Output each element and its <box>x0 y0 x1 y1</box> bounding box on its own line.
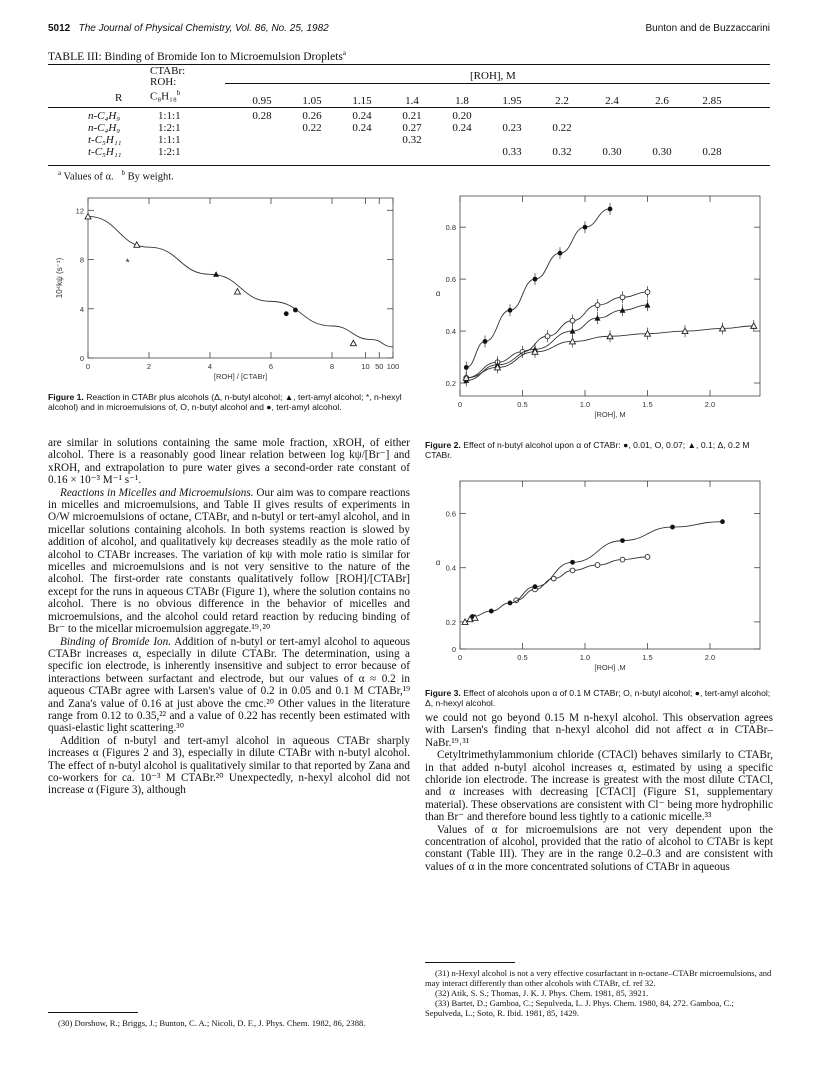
table-caption-note: a <box>342 49 346 57</box>
left-paragraph-3 <box>48 636 410 735</box>
y-axis-label: 10⁴kψ (s⁻¹) <box>55 257 64 299</box>
right-paragraph-3: Values of α for microemulsions are not very dependent upon the concentration of alcohol, provided that the ratio of alcohol to CTABr is kept constant (Table III). They are in the range 0.2–0.3 and are consistent with values of α in the more concentrated solutions of CTABr in aqueous <box>425 823 773 873</box>
table-cell: 0.30 <box>602 146 622 158</box>
data-point <box>620 557 625 562</box>
data-point <box>508 308 513 313</box>
x-tick-label: 10 <box>361 362 370 371</box>
data-point <box>570 568 575 573</box>
roh-header: [ROH], M <box>470 70 516 82</box>
table-row-ratio: 1:1:1 <box>158 134 181 146</box>
table-cell: 0.23 <box>502 122 522 134</box>
concentration-header-cell: 1.15 <box>352 95 372 107</box>
section-heading-reactions: Reactions in Micelles and Microemulsions. <box>60 486 254 499</box>
x-tick-label: 0.5 <box>517 653 528 662</box>
table-cell: 0.20 <box>452 110 472 122</box>
left-footnote-rule <box>48 1012 138 1013</box>
figure-3-caption-text: Effect of alcohols upon α of 0.1 M CTABr; O, n-butyl alcohol; ●, tert-amyl alcohol; Δ, n-hexyl alcohol. <box>425 688 771 709</box>
table-cell: 0.24 <box>352 110 372 122</box>
series-line <box>466 305 647 380</box>
y-tick-label: 0.2 <box>445 379 456 389</box>
right-column-text <box>425 712 773 873</box>
x-tick-label: 0 <box>85 362 91 371</box>
x-tick-label: 1.5 <box>642 653 653 662</box>
left-footnotes <box>48 1018 410 1028</box>
figure-3-plot <box>420 475 775 680</box>
y-tick-label: 0.4 <box>445 563 456 573</box>
left-paragraph-1: are similar in solutions containing the same mole fraction, xROH, of either alcohol. There is a reasonably good linear relation between log kψ/[Br⁻] and xROH, and extrapolation to pure water gives a second-order rate constant of 0.16 × 10⁻³ M⁻¹ s⁻¹. <box>48 437 410 487</box>
x-tick-label: 1.5 <box>642 400 653 409</box>
table-row-ratio: 1:2:1 <box>158 122 181 134</box>
x-tick-label: 0 <box>457 400 463 409</box>
table-row-r: n-C₄H₉ <box>88 122 121 134</box>
table-cell: 0.24 <box>352 122 372 134</box>
left-paragraph-2-text: Our aim was to compare reactions in micelles and microemulsions, and Table II gives results of experiments in O/W microemulsions of octane, CTABr, and n-butyl or tert-amyl alcohol, and in micellar solutions containing alcohols. In both systems reaction is slowed by addition of alcohol, and qualitatively kψ decreases steadily as the mole ratio of alcohol to CTABr increases. The variation of kψ with mole ratio is similar for micelles and microemulsions and is not very sensitive to the nature of the alcohol. The first-order rate constants qualitatively follow [ROH]/[CTABr] except for the runs in aqueous CTABr (Figure 1), where the solution contains no alcohol. There is no obvious difference in the behavior of micelles and microemulsions, and the alcohol could retard reaction by reducing binding of Br⁻ to the micellar microemulsion aggregate.¹⁹˒²⁰ <box>48 486 411 636</box>
table-caption <box>48 49 346 63</box>
data-point <box>570 318 575 323</box>
x-tick-label: 4 <box>207 362 213 371</box>
x-tick-label: 2.0 <box>704 400 716 409</box>
y-tick-label: 0.2 <box>445 617 456 627</box>
y-tick-label: 0 <box>79 354 84 363</box>
data-point <box>350 340 356 346</box>
r-header: R <box>115 92 123 104</box>
concentration-header-cell: 2.2 <box>555 95 569 107</box>
data-point: * <box>125 257 130 269</box>
concentration-header-cell: 1.05 <box>302 95 322 107</box>
x-tick-label: 6 <box>268 362 274 371</box>
running-header <box>48 23 329 34</box>
data-point <box>645 290 650 295</box>
data-point <box>620 538 625 543</box>
figure-2-label: Figure 2. <box>425 440 461 450</box>
footnote-a: Values of α. <box>63 171 114 183</box>
table-cell: 0.22 <box>552 122 572 134</box>
concentration-header-cell: 0.95 <box>252 95 272 107</box>
table-cell: 0.32 <box>552 146 572 158</box>
x-tick-label: 8 <box>329 362 335 371</box>
page-number: 5012 <box>48 23 71 34</box>
x-tick-label: 100 <box>386 362 400 371</box>
x-axis-label: [ROH], M <box>594 410 626 419</box>
series-line <box>516 557 647 600</box>
concentration-header-row <box>48 95 770 107</box>
x-tick-label: 1.0 <box>579 400 591 409</box>
x-tick-label: 0 <box>457 653 463 662</box>
x-tick-label: 50 <box>375 362 384 371</box>
data-point <box>234 289 240 295</box>
data-point <box>533 277 538 282</box>
footnote-b: By weight. <box>127 171 174 183</box>
y-tick-label: 4 <box>79 304 84 314</box>
figure-2-caption <box>425 440 773 460</box>
x-tick-label: 2 <box>146 362 152 371</box>
left-paragraph-2 <box>48 487 410 636</box>
data-point <box>595 303 600 308</box>
journal-citation: The Journal of Physical Chemistry, Vol. 86, No. 25, 1982 <box>78 23 329 34</box>
data-point <box>670 525 675 530</box>
y-tick-label: 8 <box>79 255 84 265</box>
footnote-32: (32) Atik, S. S.; Thomas, J. K. J. Phys. Chem. 1981, 85, 3921. <box>435 988 649 998</box>
header-authors: Bunton and de Buzzaccarini <box>645 23 770 34</box>
table-cell: 0.28 <box>252 110 272 122</box>
data-point <box>483 339 488 344</box>
table-cell: 0.27 <box>402 122 422 134</box>
concentration-header-cell: 2.4 <box>605 95 619 107</box>
data-point <box>645 554 650 559</box>
table-cell: 0.28 <box>702 146 722 158</box>
y-tick-label: 12 <box>75 206 84 216</box>
concentration-header-cell: 1.4 <box>405 95 419 107</box>
left-column-text <box>48 437 410 797</box>
data-point <box>720 519 725 524</box>
concentration-header-cell: 2.85 <box>702 95 722 107</box>
figure-3-label: Figure 3. <box>425 688 461 698</box>
left-paragraph-3-text: Addition of n-butyl or tert-amyl alcohol to aqueous CTABr increases α, especially in dilute CTABr. The determination, using a specific ion electrode, is inherently insensitive and subject to error because of interactions between surfactant and electrode, but our values of α ≈ 0.2 in aqueous CTABr agree with Larsen's value of 0.2 in 0.05 and 0.1 M CTABr,¹⁹ and Zana's value of 0.16 at just above the cmc.²⁰ Other values in the literature range from 0.12 to 0.35,²² and a value of 0.22 has recently been estimated with quasi-elastic light scattering.³⁰ <box>48 635 410 735</box>
data-point <box>508 601 513 606</box>
plot-frame <box>88 198 393 358</box>
table-row-r: t-C₅H₁₁ <box>88 146 122 158</box>
data-point <box>595 563 600 568</box>
table-footnotes: $^a$ Values of α. $^b$ By weight. <box>58 169 174 183</box>
right-paragraph-2: Cetyltrimethylammonium chloride (CTACl) behaves similarly to CTABr, in that added n-butyl alcohol increases α, estimated by using a specific chloride ion electrode. The increase is greatest with the most dilute CTACl, and α increases with decreasing [CTACl] (Figure S1, supplementary material). These observations are consistent with Cl⁻ being more hydrophilic than Br⁻ and therefore bound less tightly to a cationic micelle.³³ <box>425 749 773 824</box>
figure-3-caption <box>425 688 773 708</box>
data-point <box>620 295 625 300</box>
figure-2-plot <box>420 190 775 435</box>
y-tick-label: 0.4 <box>445 327 456 337</box>
table-cell: 0.26 <box>302 110 322 122</box>
ratio-header-line1: CTABr: <box>150 65 186 77</box>
figure-1-label: Figure 1. <box>48 392 84 402</box>
table-row-r: t-C₅H₁₁ <box>88 134 122 146</box>
left-paragraph-4: Addition of n-butyl and tert-amyl alcohol in aqueous CTABr sharply increases α (Figures 2 and 3), especially in dilute CTABr with n-butyl alcohol. The effect of n-butyl alcohol is qualitatively similar to that reported by Zana and co-workers for ca. 10⁻³ M CTABr.²⁰ Unexpectedly, n-hexyl alcohol did not increase α (Figure 3), although <box>48 734 410 797</box>
x-tick-label: 2.0 <box>704 653 716 662</box>
table-body <box>48 110 770 162</box>
table-row-ratio: 1:1:1 <box>158 110 181 122</box>
y-tick-label: 0.6 <box>445 275 456 285</box>
table-cell: 0.24 <box>452 122 472 134</box>
table-cell: 0.30 <box>652 146 672 158</box>
plot-frame <box>460 481 760 649</box>
ratio-header-note: b <box>176 89 181 97</box>
y-axis-label: α <box>435 289 441 298</box>
x-axis-label: [ROH] ,M <box>594 663 626 672</box>
data-point <box>489 609 494 614</box>
right-footnotes <box>425 968 773 1018</box>
right-footnote-rule <box>425 962 515 963</box>
roh-header-rule <box>225 83 770 84</box>
concentration-header-cell: 2.6 <box>655 95 669 107</box>
section-heading-binding: Binding of Bromide Ion. <box>60 635 172 648</box>
data-point <box>545 334 550 339</box>
ratio-header-line2: ROH: <box>150 76 177 88</box>
data-point <box>533 584 538 589</box>
y-tick-label: 0 <box>451 645 456 654</box>
data-point <box>583 225 588 230</box>
data-point <box>284 311 289 316</box>
table-row-r: n-C₄H₉ <box>88 110 121 122</box>
footnote-30: (30) Dorshow, R.; Briggs, J.; Bunton, C. A.; Nicoli, D. F., J. Phys. Chem. 1982, 86, 2388. <box>58 1018 366 1028</box>
concentration-header-cell: 1.8 <box>455 95 469 107</box>
y-axis-label: α <box>435 558 441 567</box>
fit-curve <box>88 216 393 346</box>
y-tick-label: 0.6 <box>445 509 456 519</box>
data-point <box>608 207 613 212</box>
table-cell: 0.33 <box>502 146 522 158</box>
table-bottom-rule <box>48 165 770 166</box>
ratio-header-line3: C₈H₁₈ <box>150 90 177 103</box>
x-axis-label: [ROH] / [CTABr] <box>213 372 268 381</box>
y-tick-label: 0.8 <box>445 223 456 233</box>
table-cell: 0.32 <box>402 134 422 146</box>
figure-1-caption-text: Reaction in CTABr plus alcohols (Δ, n-butyl alcohol; ▲, tert-amyl alcohol; *, n-hexyl alcohol) and in microemulsions of, O, n-butyl alcohol and ●, tert-amyl alcohol. <box>48 392 402 413</box>
right-paragraph-1: we could not go beyond 0.15 M n-hexyl alcohol. This observation agrees with Larsen's finding that n-hexyl alcohol did not affect α in CTABr–NaBr.¹⁹˒³¹ <box>425 712 773 749</box>
table-caption-text: TABLE III: Binding of Bromide Ion to Microemulsion Droplets <box>48 50 343 63</box>
table-cell: 0.21 <box>402 110 422 122</box>
x-tick-label: 1.0 <box>579 653 591 662</box>
figure-1-caption <box>48 392 410 412</box>
figure-2-caption-text: Effect of n-butyl alcohol upon α of CTABr: ●, 0.01, O, 0.07; ▲, 0.1; Δ, 0.2 M CTABr. <box>425 440 750 461</box>
data-point <box>570 560 575 565</box>
data-point <box>293 308 298 313</box>
data-point <box>464 365 469 370</box>
table-row-ratio: 1:2:1 <box>158 146 181 158</box>
series-line <box>466 209 610 367</box>
table-cell: 0.22 <box>302 122 322 134</box>
footnote-33: (33) Bartet, D.; Gamboa, C.; Sepulveda, L. J. Phys. Chem. 1980, 84, 272. Gamboa, C.; Sepulveda, L.; Soto, R. Ibid. 1981, 85, 1429. <box>425 998 734 1018</box>
concentration-header-cell: 1.95 <box>502 95 522 107</box>
x-tick-label: 0.5 <box>517 400 528 409</box>
figure-1-plot <box>48 190 408 390</box>
table-header-rule <box>48 107 770 108</box>
data-point <box>558 251 563 256</box>
footnote-31: (31) n-Hexyl alcohol is not a very effective cosurfactant in n-octane–CTABr microemulsions, and may interact differently than other alcohols with CTABr, cf. ref 32. <box>425 968 772 988</box>
